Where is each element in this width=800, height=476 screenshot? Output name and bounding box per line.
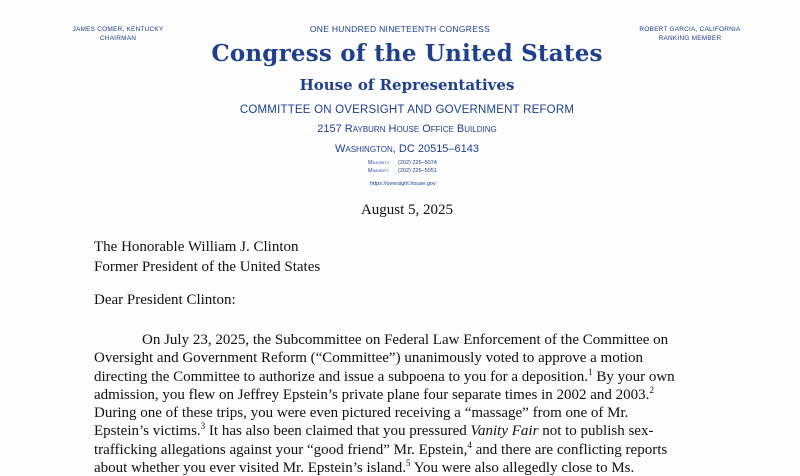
website-link[interactable]: https://oversight.house.gov (370, 181, 436, 187)
congress-number: ONE HUNDRED NINETEENTH CONGRESS (309, 24, 491, 34)
ranking-member-name: ROBERT GARCIA, CALIFORNIA (639, 26, 741, 33)
chairman-title: CHAIRMAN (99, 35, 137, 42)
minority-phone-row (368, 168, 437, 176)
phone-numbers (368, 160, 437, 175)
line-text: Epstein’s victims. (94, 423, 201, 440)
paragraph-line (94, 422, 734, 440)
majority-phone: (202) 225–5074 (398, 160, 437, 166)
recipient-title: Former President of the United States (94, 259, 321, 275)
majority-label: Majority (368, 160, 390, 166)
minority-label: Minority (368, 167, 389, 174)
majority-phone-row (368, 160, 437, 168)
office-address: 2157 Rayburn House Office Building (317, 123, 497, 135)
paragraph-line (94, 459, 734, 476)
line-text: You were also allegedly close to Ms. (410, 460, 635, 476)
line-text: It has also been claimed that you pressured (205, 423, 471, 440)
footnote-ref: 5 (406, 458, 411, 469)
paragraph-line (94, 441, 734, 459)
paragraph-line: During one of these trips, you were even pictured receiving a “massage” from one of Mr. (94, 405, 629, 422)
footnote-ref: 4 (467, 439, 472, 450)
publication-title: Vanity Fair (470, 423, 539, 440)
minority-phone: (202) 225–5051 (398, 167, 437, 174)
line-text: admission, you flew on Jeffrey Epstein’s private plane four separate times in 2002 and 2003. (94, 386, 650, 403)
line-text: about whether you ever visited Mr. Epstein’s island. (94, 460, 407, 476)
line-text: By your own (592, 368, 675, 385)
office-city: Washington, DC 20515–6143 (334, 143, 480, 155)
recipient-name: The Honorable William J. Clinton (94, 239, 299, 255)
line-text: directing the Committee to authorize and issue a subpoena to you for a deposition. (94, 368, 589, 385)
footnote-ref: 1 (588, 366, 593, 377)
recipient-block (94, 237, 320, 277)
house-title: House of Representatives (299, 76, 515, 94)
footnote-ref: 3 (200, 421, 206, 432)
paragraph-line: On July 23, 2025, the Subcommittee on Federal Law Enforcement of the Committee on (142, 332, 669, 348)
line-text: trafficking allegations against your “good friend” Mr. Epstein, (94, 441, 468, 458)
chairman-name: JAMES COMER, KENTUCKY (72, 26, 164, 33)
body-paragraph (94, 331, 734, 476)
letter-date: August 5, 2025 (360, 202, 454, 218)
paragraph-line (94, 386, 734, 404)
paragraph-line (94, 368, 734, 386)
line-text: not to publish sex- (538, 423, 654, 440)
ranking-member-title: RANKING MEMBER (658, 35, 722, 42)
line-text: and there are conflicting reports (471, 441, 668, 458)
congress-title: Congress of the United States (211, 40, 603, 67)
salutation: Dear President Clinton: (94, 292, 236, 308)
committee-name: COMMITTEE ON OVERSIGHT AND GOVERNMENT REFORM (239, 104, 575, 116)
footnote-ref: 2 (649, 384, 654, 395)
paragraph-line: Oversight and Government Reform (“Committee”) unanimously voted to approve a motion (94, 350, 644, 367)
